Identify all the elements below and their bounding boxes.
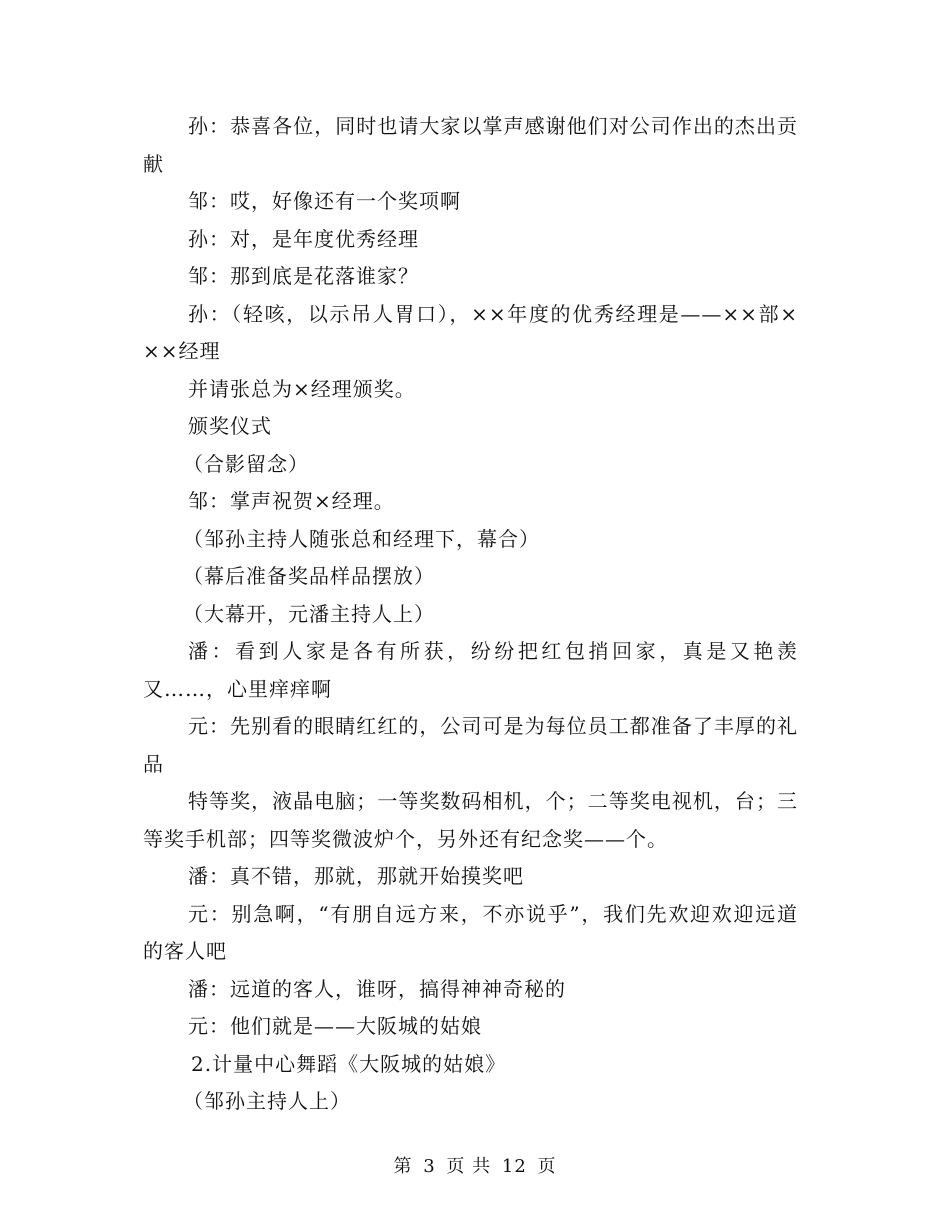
stage-direction: （大幕开，元潘主持人上）: [183, 601, 435, 626]
paragraph: 邹：哎，好像还有一个奖项啊: [188, 189, 461, 213]
paragraph: 潘：真不错，那就，那就开始摸奖吧: [188, 864, 524, 888]
stage-direction: （合影留念）: [183, 451, 309, 476]
page-footer: [0, 1152, 950, 1178]
footer-label-prefix: 第: [393, 1156, 413, 1177]
paragraph: 元：别急啊，“有朋自远方来，不亦说乎”，我们先欢迎欢迎远道的客人吧: [143, 901, 798, 963]
paragraph: 孙：对，是年度优秀经理: [188, 226, 419, 251]
paragraph: 特等奖，液晶电脑；一等奖数码相机，个；二等奖电视机，台；三等奖手机部；四等奖微波炉个，另外还有纪念奖——个。: [143, 789, 798, 851]
paragraph: 潘：远道的客人，谁呀，搞得神神奇秘的: [188, 976, 566, 1001]
document-body: [143, 108, 798, 1121]
paragraph: 邹：那到底是花落谁家？: [188, 264, 419, 288]
footer-label-suffix: 页: [537, 1156, 557, 1177]
footer-label-mid: 页 共: [446, 1156, 492, 1177]
paragraph: 孙：恭喜各位，同时也请大家以掌声感谢他们对公司作出的杰出贡献: [143, 114, 798, 176]
page-number: 3: [423, 1156, 436, 1177]
stage-direction: （邹孙主持人上）: [183, 1089, 351, 1113]
section-heading: 2.计量中心舞蹈《大阪城的姑娘》: [191, 1051, 507, 1076]
paragraph: 并请张总为×经理颁奖。: [188, 376, 416, 401]
paragraph: 孙：（轻咳，以示吊人胃口），××年度的优秀经理是——××部×××经理: [143, 301, 798, 363]
paragraph: 颁奖仪式: [188, 414, 272, 438]
paragraph: 潘：看到人家是各有所获，纷纷把红包捎回家，真是又艳羡又……，心里痒痒啊: [143, 639, 798, 701]
stage-direction: （幕后准备奖品样品摆放）: [183, 564, 435, 588]
stage-direction: （邹孙主持人随张总和经理下，幕合）: [183, 526, 540, 551]
paragraph: 邹：掌声祝贺×经理。: [188, 489, 395, 513]
paragraph: 元：他们就是——大阪城的姑娘: [188, 1014, 482, 1038]
total-pages: 12: [501, 1156, 527, 1177]
paragraph: 元：先别看的眼睛红红的，公司可是为每位员工都准备了丰厚的礼品: [143, 714, 798, 776]
